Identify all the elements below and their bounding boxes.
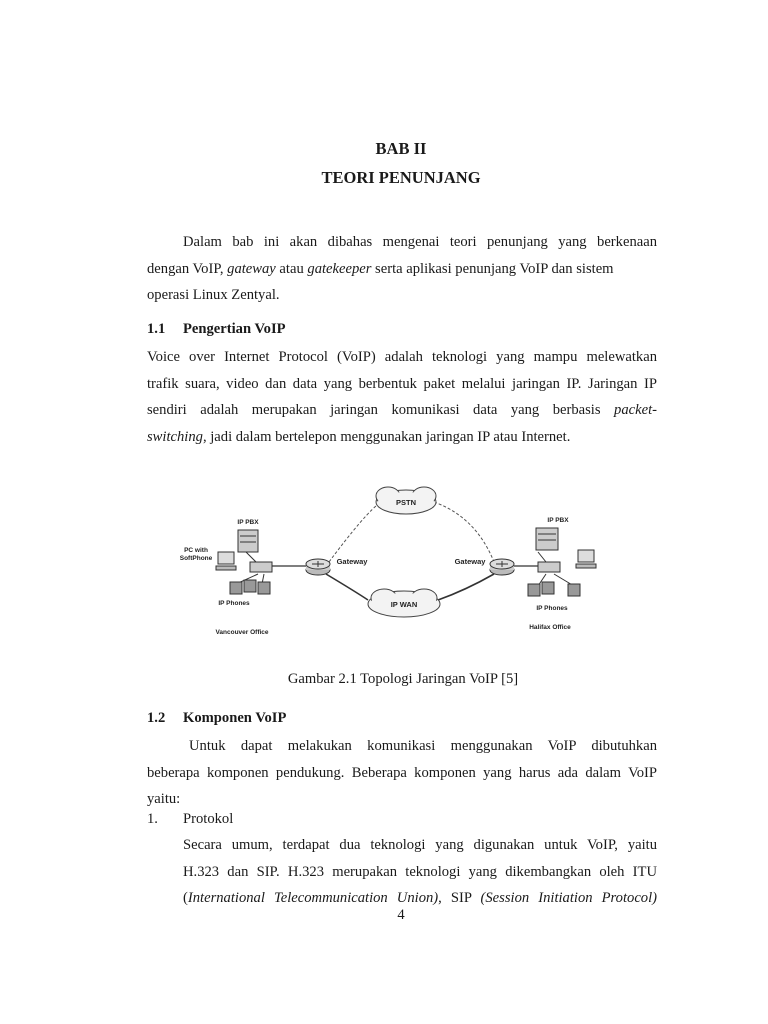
- switch-icon-right: [538, 562, 560, 572]
- wan-link-left: [326, 574, 368, 600]
- voip-topology-diagram: [176, 482, 604, 644]
- intro-text: dengan VoIP,: [147, 260, 228, 277]
- section-title: Komponen VoIP: [183, 710, 287, 726]
- section1-line-3: [147, 397, 657, 424]
- section1-text: , jadi dalam bertelepon menggunakan jaringan IP atau Internet.: [202, 428, 571, 445]
- section-number: 1.2: [147, 710, 166, 726]
- section1-line-1: Voice over Internet Protocol (VoIP) adalah teknologi yang mampu melewatkan: [147, 349, 657, 365]
- intro-paragraph: [147, 229, 657, 309]
- intro-text: atau: [275, 260, 308, 277]
- pbx-link-right: [538, 552, 546, 562]
- wan-link-right: [438, 574, 494, 600]
- list-number: 1.: [147, 811, 158, 827]
- list-item-1-body: [183, 832, 657, 912]
- pc-icon-left: [216, 552, 236, 570]
- section-heading-1: [147, 321, 286, 338]
- ip-pbx-icon-right: [536, 528, 558, 550]
- page-number: 4: [397, 907, 405, 923]
- pstn-label: PSTN: [395, 498, 417, 507]
- list-italic: International Telecommunication Union): [187, 890, 439, 906]
- section1-text: sendiri adalah merupakan jaringan komunikasi data yang berbasis: [147, 402, 615, 418]
- ipwan-label: IP WAN: [390, 600, 418, 609]
- section1-line-2: trafik suara, video dan data yang berbentuk paket melalui jaringan IP. Jaringan IP: [147, 375, 657, 392]
- intro-italic-gatekeeper: gatekeeper: [307, 260, 372, 277]
- ip-phone-icon: [528, 582, 580, 596]
- pstn-cloud-icon: [376, 487, 436, 514]
- pc-softphone-label: SoftPhone: [179, 555, 213, 562]
- list-item-heading: [147, 806, 657, 833]
- router-icon-left: [306, 559, 330, 575]
- section-heading-2: [147, 710, 286, 727]
- switch-icon-left: [250, 562, 272, 572]
- gateway-label-left: Gateway: [336, 557, 368, 566]
- ippbx-label-left: IP PBX: [237, 519, 259, 526]
- ipphones-label-left: IP Phones: [218, 600, 250, 607]
- office-label-left: Vancouver Office: [215, 629, 269, 636]
- ipphones-label-right: IP Phones: [536, 605, 568, 612]
- list-text: , SIP: [438, 890, 481, 906]
- office-label-right: Halifax Office: [529, 624, 571, 631]
- pbx-link-left: [246, 552, 256, 562]
- section2-line-1: Untuk dapat melakukan komunikasi menggunakan VoIP dibutuhkan: [189, 738, 657, 754]
- intro-line-1: Dalam bab ini akan dibahas mengenai teori penunjang yang berkenaan: [183, 234, 657, 250]
- section-number: 1.1: [147, 321, 166, 337]
- section1-line-4: [147, 424, 657, 451]
- ipwan-cloud-icon: [368, 589, 440, 617]
- figure-caption: Gambar 2.1 Topologi Jaringan VoIP [5]: [287, 671, 519, 687]
- section-title: Pengertian VoIP: [183, 321, 286, 337]
- ip-pbx-icon-left: [238, 530, 258, 552]
- intro-italic-gateway: gateway: [227, 260, 276, 277]
- intro-line-2: [147, 256, 657, 283]
- list-body-line-1: Secara umum, terdapat dua teknologi yang digunakan untuk VoIP, yaitu: [183, 837, 657, 853]
- list-text: (: [183, 890, 188, 906]
- intro-text: serta aplikasi penunjang VoIP dan sistem: [371, 260, 614, 277]
- chapter-title: TEORI PENUNJANG: [321, 168, 481, 187]
- list-label: Protokol: [183, 811, 234, 827]
- gateway-label-right: Gateway: [454, 557, 486, 566]
- section2-line-2: beberapa komponen pendukung. Beberapa komponen yang harus ada dalam VoIP: [147, 764, 657, 781]
- list-item-1: [147, 806, 657, 833]
- pstn-link-right: [434, 502, 494, 562]
- ippbx-label-right: IP PBX: [547, 517, 569, 524]
- pc-icon-right: [576, 550, 596, 568]
- section1-italic: packet-: [614, 402, 657, 418]
- ip-phone-icon: [230, 580, 270, 594]
- list-italic: (Session Initiation Protocol): [480, 890, 658, 906]
- chapter-label: BAB II: [375, 139, 427, 158]
- section1-paragraph: [147, 344, 657, 450]
- section2-paragraph: [147, 733, 657, 813]
- section1-italic: switching: [147, 428, 203, 445]
- list-body-line-2: H.323 dan SIP. H.323 merupakan teknologi yang dikembangkan oleh ITU: [183, 863, 657, 880]
- router-icon-right: [490, 559, 514, 575]
- section2-line-3: yaitu:: [147, 791, 181, 807]
- intro-line-3: operasi Linux Zentyal.: [147, 287, 280, 303]
- pc-softphone-label: PC with: [184, 547, 208, 554]
